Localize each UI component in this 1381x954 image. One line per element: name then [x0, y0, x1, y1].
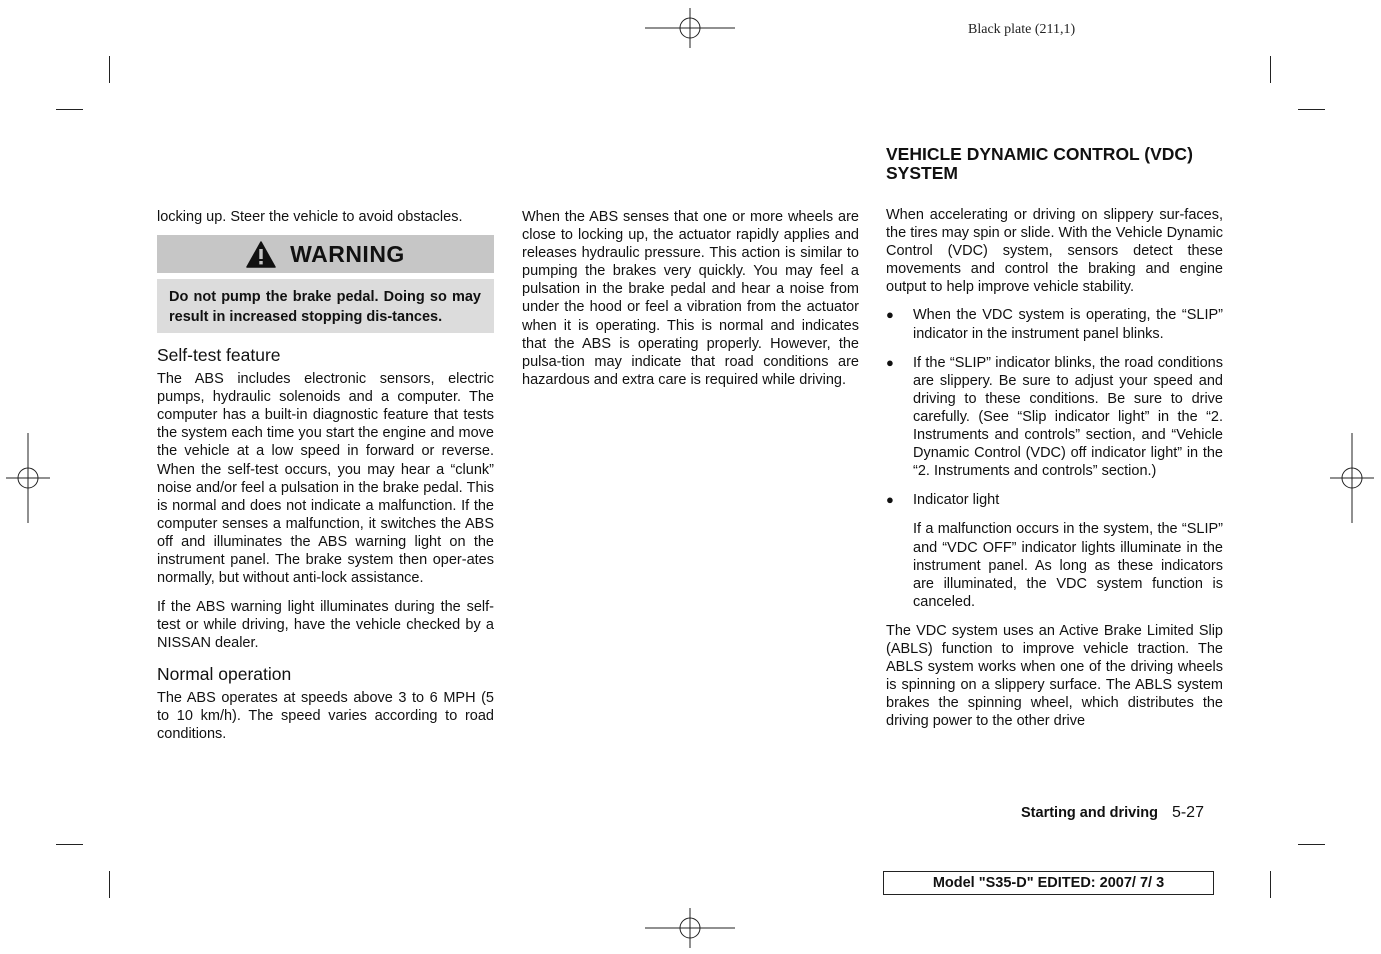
list-item: ● When the VDC system is operating, the “SLIP” indicator in the instrument panel blinks. — [886, 307, 1223, 342]
page-number: 5-27 — [1171, 804, 1204, 821]
list-item: ● Indicator light — [886, 492, 1000, 509]
list-item: ● If the “SLIP” indicator blinks, the road conditions are slippery. Be sure to adjust your speed and driving to these conditions. Be sure to drive carefully. (See “Slip indicator light” in the “2. Instruments and controls” section, and “Vehicle Dynamic Control (VDC) off indicator light” in the “2. Instruments and controls” section.) — [886, 354, 1223, 480]
registration-mark-icon — [645, 908, 735, 948]
vdc-section-title: VEHICLE DYNAMIC CONTROL (VDC) SYSTEM — [886, 144, 1193, 183]
bullet-icon: ● — [886, 307, 894, 323]
normal-operation-paragraph: The ABS operates at speeds above 3 to 6 MPH (5 to 10 km/h). The speed varies according to road conditions. — [157, 689, 494, 742]
warning-header — [157, 235, 494, 273]
self-test-paragraph-2: If the ABS warning light illuminates during the self-test or while driving, have the vehicle checked by a NISSAN dealer. — [157, 599, 494, 652]
registration-mark-icon — [6, 433, 50, 523]
indicator-light-paragraph: If a malfunction occurs in the system, the “SLIP” and “VDC OFF” indicator lights illuminate in the instrument panel. As long as these indicators are illuminated, the VDC system function is canceled. — [913, 521, 1223, 610]
self-test-paragraph: The ABS includes electronic sensors, electric pumps, hydraulic solenoids and a computer. The computer has a built-in diagnostic feature that tests the system each time you start the engine and move the vehicle at a low speed in forward or reverse. When the self-test occurs, you may hear a “clunk” noise and/or feel a pulsation in the brake pedal. This is normal and does not indicate a malfunction. If the computer senses a malfunction, it switches the ABS off and illuminates the ABS warning light on the instrument panel. The brake system then oper-ates normally, but without anti-lock assistance. — [157, 371, 494, 587]
plate-label: Black plate (211,1) — [968, 22, 1076, 37]
normal-operation-heading: Normal operation — [157, 663, 292, 684]
footer-section-name: Starting and driving — [1021, 805, 1158, 821]
warning-triangle-icon — [246, 241, 276, 268]
intro-paragraph: locking up. Steer the vehicle to avoid obstacles. — [157, 209, 463, 225]
column-right — [886, 206, 1223, 741]
warning-text: Do not pump the brake pedal. Doing so may result in increased stopping dis-tances. — [157, 279, 494, 333]
abls-paragraph: The VDC system uses an Active Brake Limited Slip (ABLS) function to improve vehicle traction. The ABLS system works when one of the driving wheels is spinning on a slippery surface. The ABLS system brakes the spinning wheel, which distributes the driving power to the other drive — [886, 622, 1223, 730]
warning-label: WARNING — [290, 241, 405, 268]
vdc-intro-paragraph: When accelerating or driving on slippery sur-faces, the tires may spin or slide. With the Vehicle Dynamic Control (VDC) system, sensors detect these movements and control the braking and engine output to help improve vehicle stability. — [886, 207, 1223, 296]
column-middle — [522, 208, 859, 400]
column-left — [157, 208, 494, 754]
vdc-bullet-list — [886, 306, 1223, 509]
page-footer — [1021, 804, 1204, 822]
abs-operation-paragraph: When the ABS senses that one or more wheels are close to locking up, the actuator rapidly applies and releases hydraulic pressure. This action is similar to pumping the brakes very quickly. You may feel a pulsation in the brake pedal and hear a noise from under the hood or feel a vibration from the actuator when it is operating. This is normal and indicates that the ABS is operating properly. However, the pulsa-tion may indicate that road conditions are hazardous and extra care is required while driving. — [522, 209, 859, 388]
model-stamp: Model "S35-D" EDITED: 2007/ 7/ 3 — [883, 871, 1214, 895]
registration-mark-icon — [1330, 433, 1374, 523]
bullet-icon: ● — [886, 492, 894, 508]
bullet-icon: ● — [886, 354, 894, 370]
registration-mark-icon — [645, 8, 735, 48]
self-test-heading: Self-test feature — [157, 345, 281, 366]
